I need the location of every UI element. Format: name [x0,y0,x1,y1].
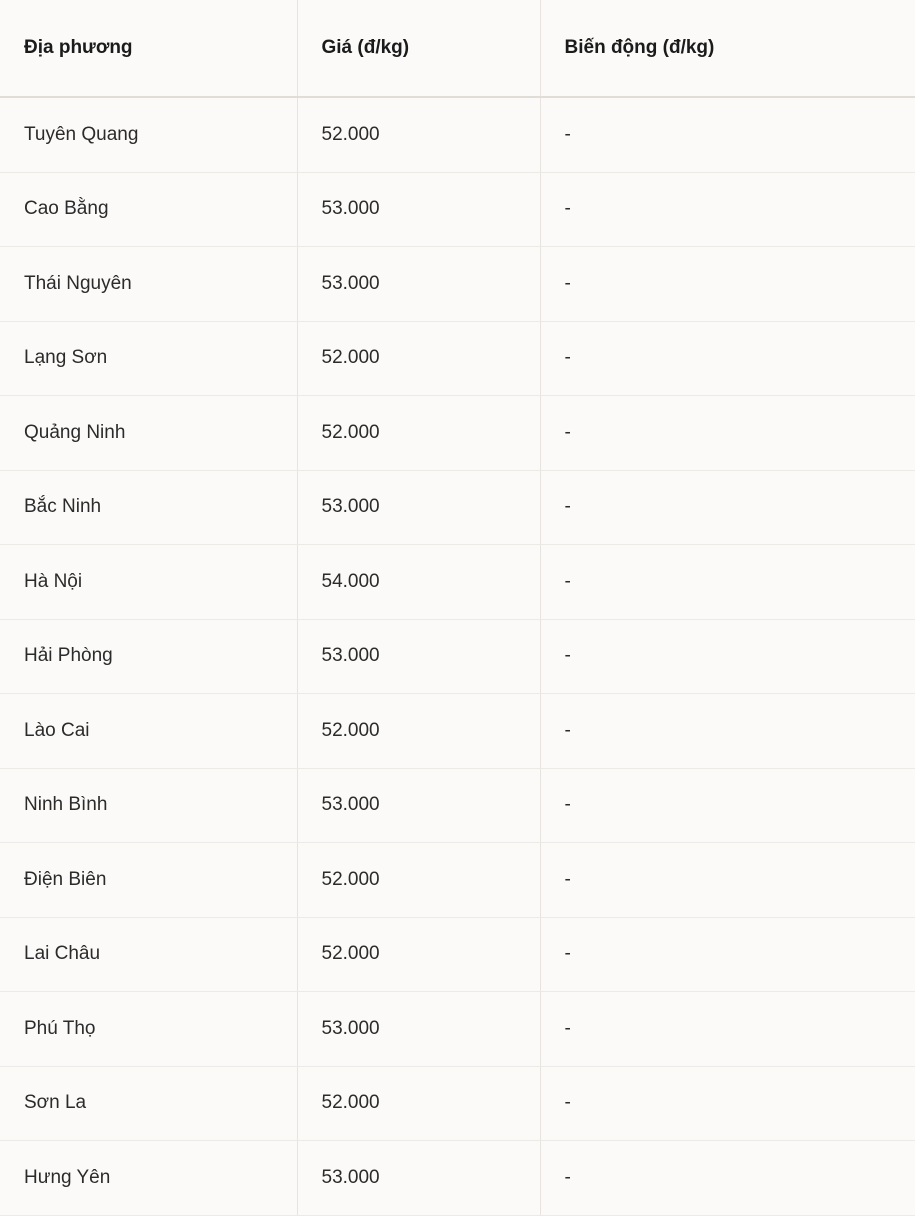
cell-locality: Bắc Ninh [0,470,297,545]
cell-change: - [540,321,915,396]
cell-change: - [540,619,915,694]
cell-change: - [540,843,915,918]
table-row [0,917,915,992]
cell-change: - [540,470,915,545]
cell-locality: Cao Bằng [0,172,297,247]
cell-price: 53.000 [297,992,540,1067]
cell-change: - [540,172,915,247]
cell-locality: Hà Nội [0,545,297,620]
table-row [0,768,915,843]
cell-price: 53.000 [297,619,540,694]
cell-change: - [540,992,915,1067]
cell-locality: Lạng Sơn [0,321,297,396]
cell-locality: Lào Cai [0,694,297,769]
cell-price: 53.000 [297,172,540,247]
cell-change: - [540,1141,915,1216]
cell-change: - [540,768,915,843]
table-row [0,172,915,247]
cell-price: 52.000 [297,1066,540,1141]
cell-locality: Hải Phòng [0,619,297,694]
table-row [0,97,915,172]
cell-locality: Phú Thọ [0,992,297,1067]
cell-locality: Tuyên Quang [0,97,297,172]
cell-price: 53.000 [297,1141,540,1216]
cell-change: - [540,97,915,172]
cell-price: 52.000 [297,917,540,992]
table-row [0,1066,915,1141]
column-header-locality: Địa phương [0,0,297,97]
cell-change: - [540,917,915,992]
cell-price: 53.000 [297,470,540,545]
table-row [0,321,915,396]
table-header [0,0,915,97]
cell-change: - [540,545,915,620]
table-row [0,843,915,918]
cell-price: 53.000 [297,768,540,843]
cell-change: - [540,396,915,471]
table-row [0,1141,915,1216]
cell-price: 52.000 [297,843,540,918]
cell-change: - [540,694,915,769]
table-row [0,396,915,471]
cell-price: 52.000 [297,97,540,172]
table-header-row [0,0,915,97]
cell-price: 54.000 [297,545,540,620]
table-row [0,545,915,620]
table-body [0,97,915,1215]
cell-locality: Thái Nguyên [0,247,297,322]
table-row [0,619,915,694]
cell-locality: Ninh Bình [0,768,297,843]
column-header-change: Biến động (đ/kg) [540,0,915,97]
cell-change: - [540,1066,915,1141]
cell-price: 52.000 [297,396,540,471]
cell-locality: Quảng Ninh [0,396,297,471]
cell-price: 53.000 [297,247,540,322]
cell-locality: Hưng Yên [0,1141,297,1216]
cell-locality: Điện Biên [0,843,297,918]
column-header-price: Giá (đ/kg) [297,0,540,97]
cell-locality: Sơn La [0,1066,297,1141]
cell-price: 52.000 [297,321,540,396]
cell-locality: Lai Châu [0,917,297,992]
table-row [0,694,915,769]
cell-change: - [540,247,915,322]
table-row [0,992,915,1067]
cell-price: 52.000 [297,694,540,769]
table-row [0,470,915,545]
table-row [0,247,915,322]
